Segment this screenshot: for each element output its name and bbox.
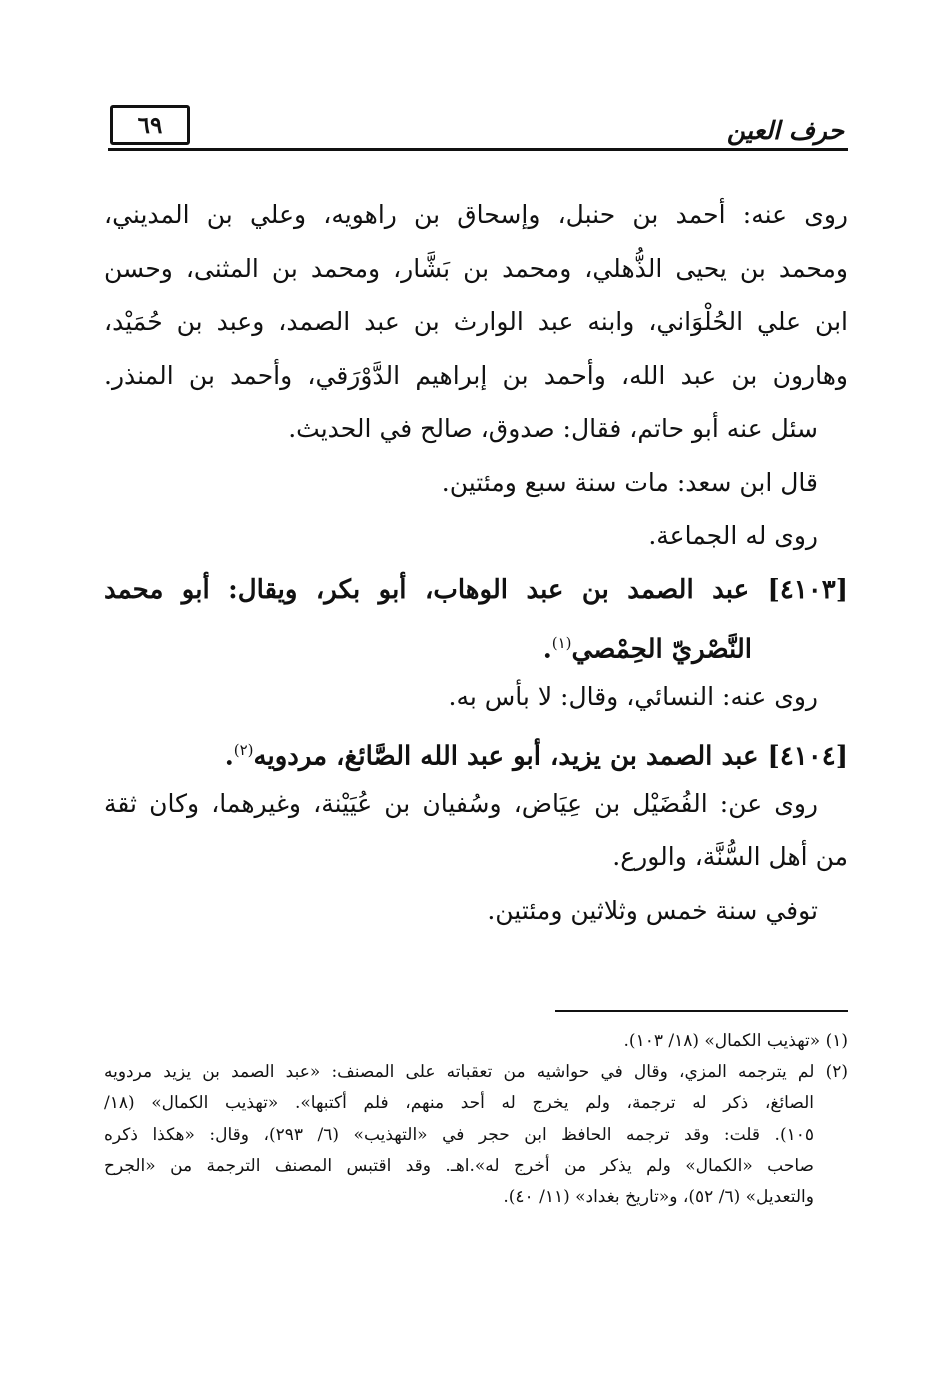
text-line: سئل عنه أبو حاتم، فقال: صدوق، صالح في الحديث. [288, 414, 818, 443]
page-number-text: ٦٩ [137, 111, 163, 139]
footnotes [104, 1026, 848, 1213]
text-line: روى عنه: أحمد بن حنبل، وإسحاق بن راهويه، وعلي بن المديني، [104, 200, 848, 229]
entry-4103-heading: [٤١٠٣] عبد الصمد بن عبد الوهاب، أبو بكر، ويقال: أبو محمد [104, 574, 848, 605]
footnote-rule [555, 1010, 848, 1012]
entry-4103-heading-cont [104, 620, 848, 674]
footnote-2-line: (٢) لم يترجمه المزي، وقال في حواشيه من تعقباته على المصنف: «عبد الصمد بن يزيد مردويه [104, 1062, 848, 1083]
entry-4104-narration: روى عن: الفُضَيْل بن عِيَاض، وسُفيان بن عُيَيْنة، وغيرهما، وكان ثقة [104, 788, 818, 818]
entry-4104-end: . [224, 741, 234, 772]
entry-4103-nisba: النَّصْريّ الحِمْصي [571, 634, 752, 665]
text-line: وهارون بن عبد الله، وأحمد بن إبراهيم الدَّوْرَقي، وأحمد بن المنذر. [104, 360, 848, 390]
header-rule [108, 148, 848, 151]
footnote-2-line: والتعديل» (٦/ ٥٢)، و«تاريخ بغداد» (١١/ ٤٠). [503, 1186, 814, 1207]
page-number [110, 105, 190, 145]
footnote-ref-2: (٢) [233, 741, 254, 759]
entry-4104-heading [104, 727, 848, 781]
footnote-2-line: الصائغ، ذكر له ترجمة، ولم يخرج له أحد منهم، فلم أكتبها». «تهذيب الكمال» (١٨/ [104, 1093, 814, 1114]
entry-4104-death: توفي سنة خمس وثلاثين ومئتين. [487, 895, 818, 925]
footnote-2-line: ١٠٥). قلت: وقد ترجمه الحافظ ابن حجر في «التهذيب» (٦/ ٢٩٣)، وقال: «هكذا ذكره [104, 1124, 814, 1145]
text-line: روى له الجماعة. [648, 521, 818, 550]
footnote-2-line: صاحب «الكمال» ولم يذكر من أخرج له».اهـ. وقد اقتبس المصنف الترجمة من «الجرح [104, 1155, 814, 1176]
main-text [104, 192, 848, 941]
entry-4103-end: . [542, 634, 552, 665]
entry-4104-title: [٤١٠٤] عبد الصمد بن يزيد، أبو عبد الله الصَّائغ، مردويه [253, 741, 848, 772]
running-header-title: حرف العين [726, 116, 844, 145]
footnote-ref-1: (١) [551, 634, 572, 652]
text-line: ومحمد بن يحيى الذُّهلي، ومحمد بن بَشَّار، ومحمد بن المثنى، وحسن [104, 253, 848, 283]
text-line: قال ابن سعد: مات سنة سبع ومئتين. [441, 467, 818, 497]
entry-4103-narration: روى عنه: النسائي، وقال: لا بأس به. [448, 681, 818, 711]
entry-4104-narration-cont: من أهل السُّنَّة، والورع. [612, 842, 848, 871]
footnote-1: (١) «تهذيب الكمال» (١٨/ ١٠٣). [623, 1031, 848, 1051]
text-line: ابن علي الحُلْوَاني، وابنه عبد الوارث بن عبد الصمد، وعبد بن حُمَيْد، [104, 307, 848, 336]
